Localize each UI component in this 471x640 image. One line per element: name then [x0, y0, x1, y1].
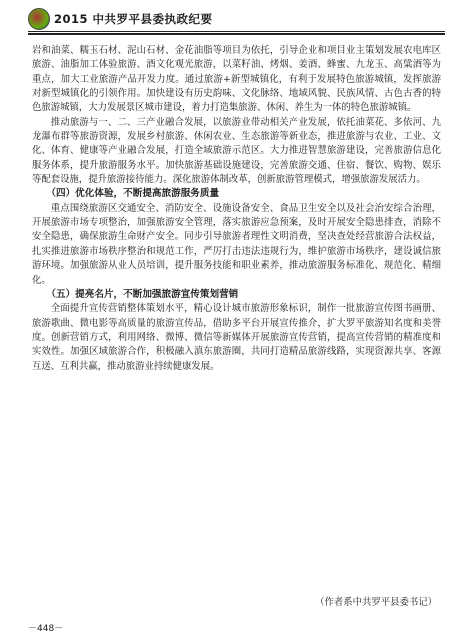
page-number: －448－	[28, 624, 64, 634]
author-note: （作者系中共罗平县委书记）	[315, 597, 437, 608]
paragraph: 推动旅游与一、二、三产业融合发展，以旅游业带动相关产业发展，依托油菜花、多依河、九龙瀑布群等旅游资源，发展乡村旅游、休闲农业、生态旅游等新业态，推进旅游与农业、工业、文化、体育、健康等产业融合发展，打造全域旅游示范区。大力推进智慧旅游建设，完善旅游信息化服务体系，提升旅游服务水平。加快旅游基础设施建设，完善旅游交通、住宿、餐饮、购物、娱乐等配套设施，提升旅游接待能力。深化旅游体制改革，创新旅游管理模式，增强旅游发展活力。	[32, 116, 441, 186]
section-heading: （四）优化体验，不断提高旅游服务质量	[46, 188, 220, 200]
emblem-icon	[28, 8, 50, 30]
paragraph: 重点围绕旅游区交通安全、消防安全、设施设备安全、食品卫生安全以及社会治安综合治理，开展旅游市场专项整治，加强旅游安全管理，落实旅游应急预案，及时开展安全隐患排查，消除不安全隐患，确保旅游生命财产安全。同步引导旅游者理性文明消费，坚决查处经营旅游合法权益，扎实推进旅游市场秩序整治和规范工作，严厉打击违法违规行为，维护旅游市场秩序，建设诚信旅游环境。加强旅游从业人员培训，提升服务技能和职业素养，推动旅游服务标准化、规范化、精细化。	[32, 202, 441, 286]
paragraph: 全面提升宣传营销整体策划水平，精心设计城市旅游形象标识，制作一批旅游宣传图书画册、旅游歌曲、微电影等高质量的旅游宣传品，借助多平台开展宣传推介，扩大罗平旅游知名度和美誉度。创新营销方式，利用网络、微博、微信等新媒体开展旅游宣传营销，提高宣传营销的精准度和实效性。加强区域旅游合作，积极融入滇东旅游圈，共同打造精品旅游线路，实现资源共享、客源互送、互利共赢，推动旅游业持续健康发展。	[32, 303, 441, 372]
section-heading: （五）提亮名片，不断加强旅游宣传策划营销	[46, 288, 239, 300]
header-divider-thin	[28, 31, 445, 32]
page-header	[0, 0, 471, 40]
running-title: 2015 中共罗平县委执政纪要	[54, 12, 213, 26]
paragraph: 岩和油菜、糯玉石材、泥山石材、金花油脂等项目为依托，引导企业和项目业主策划发展农电库区旅游、油脂加工体验旅游、酒文化观光旅游，以菜籽油、烤烟、姜酒、蜂蜜、九龙玉、高粱酒等为重点，加大工业旅游产品开发力度。通过旅游+新型城镇化，有利于发展特色旅游城镇，发挥旅游对新型城镇化的引领作用。加快建设有历史韵味、文化脉络、地域风貌、民族风情、古色古香的特色旅游城镇，大力发展景区城市建设，着力打造集旅游、休闲、养生为一体的特色旅游城镇。	[32, 45, 441, 114]
article-body	[32, 44, 441, 374]
header-divider-thick	[28, 33, 445, 35]
